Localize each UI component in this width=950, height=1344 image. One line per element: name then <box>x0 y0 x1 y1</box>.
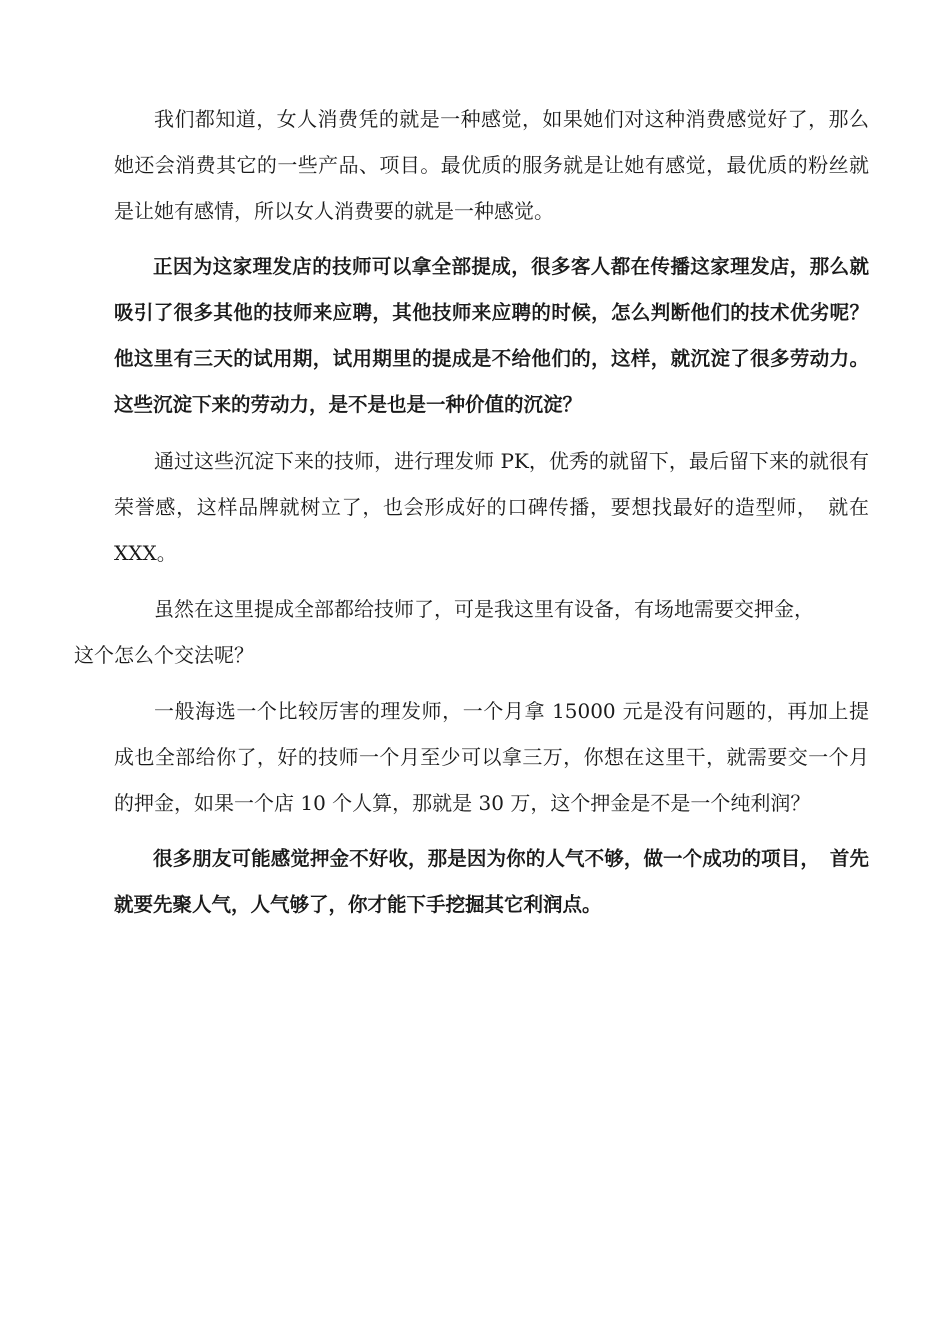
paragraph-deposit-question <box>74 586 869 678</box>
deposit-question-line-1: 虽然在这里提成全部都给技师了，可是我这里有设备，有场地需要交押金， <box>154 597 814 621</box>
deposit-question-line-2: 这个怎么个交法呢？ <box>74 643 254 667</box>
paragraph-consumer-feeling: 我们都知道，女人消费凭的就是一种感觉，如果她们对这种消费感觉好了，那么她还会消费其它的一些产品、项目。最优质的服务就是让她有感觉，最优质的粉丝就是让她有感情，所以女人消费要的就是一种感觉。 <box>114 107 869 223</box>
paragraph-gather-popularity: 很多朋友可能感觉押金不好收，那是因为你的人气不够，做一个成功的项目， 首先就要先聚人气，人气够了，你才能下手挖掘其它利润点。 <box>114 847 869 916</box>
paragraph-deposit-calculation: 一般海选一个比较厉害的理发师，一个月拿 15000 元是没有问题的，再加上提成也全部给你了，好的技师一个月至少可以拿三万，你想在这里干，就需要交一个月的押金，如果一个店 10 个人算，那就是 30 万，这个押金是不是一个纯利润？ <box>114 699 869 815</box>
document-page <box>74 96 869 928</box>
paragraph-stylist-pk: 通过这些沉淀下来的技师，进行理发师 PK，优秀的就留下，最后留下来的就很有荣誉感，这样品牌就树立了，也会形成好的口碑传播，要想找最好的造型师， 就在 XXX。 <box>114 449 869 565</box>
paragraph-full-commission: 正因为这家理发店的技师可以拿全部提成，很多客人都在传播这家理发店，那么就吸引了很多其他的技师来应聘，其他技师来应聘的时候，怎么判断他们的技术优劣呢？他这里有三天的试用期，试用期里的提成是不给他们的，这样，就沉淀了很多劳动力。这些沉淀下来的劳动力，是不是也是一种价值的沉淀？ <box>114 255 869 416</box>
